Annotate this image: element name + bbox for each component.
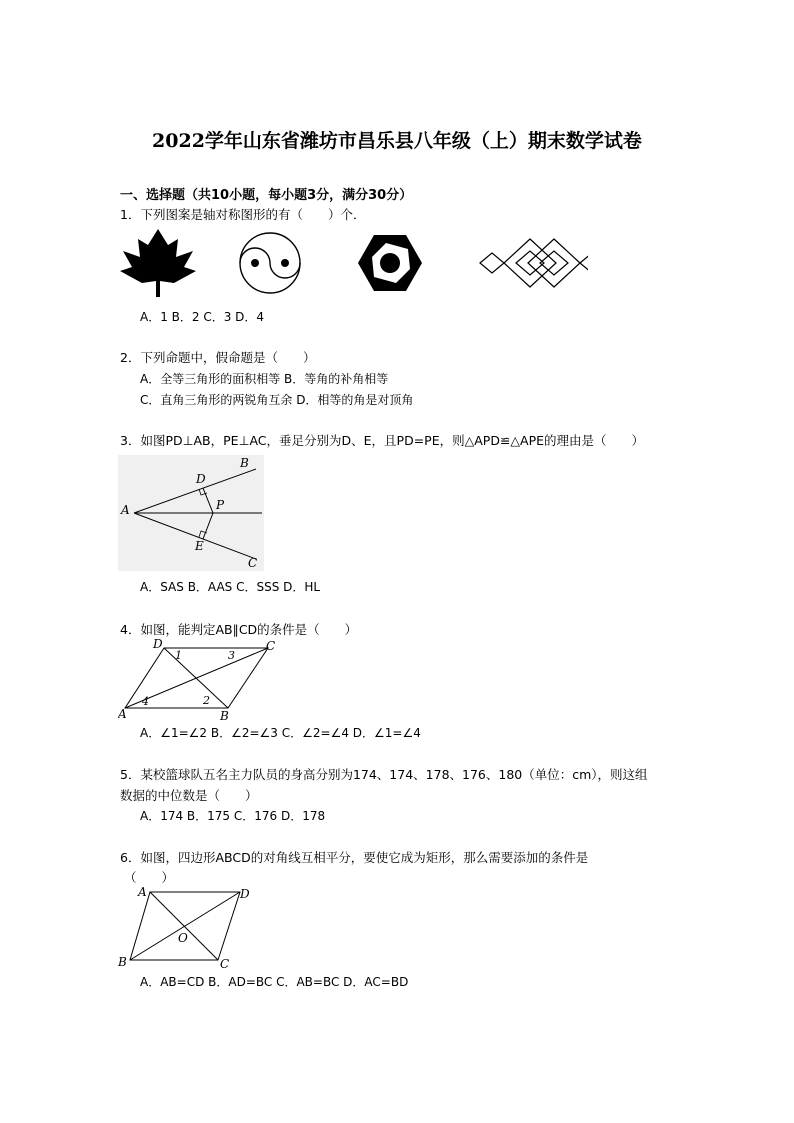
question-5-options: A．174 B．175 C．176 D．178 <box>140 809 326 823</box>
page-title: 2022学年山东省潍坊市昌乐县八年级（上）期末数学试卷 <box>152 130 642 152</box>
label-D: D <box>196 472 206 486</box>
question-3-figure <box>118 455 264 571</box>
label-B: B <box>118 955 127 969</box>
question-4-options: A．∠1=∠2 B．∠2=∠3 C．∠2=∠4 D．∠1=∠4 <box>140 726 421 740</box>
question-1-options: A．1 B．2 C．3 D．4 <box>140 310 265 324</box>
question-6-stem-line2: （ ） <box>124 870 175 885</box>
label-D: D <box>240 887 250 901</box>
label-A: A <box>138 885 147 899</box>
yin-yang-icon <box>240 233 300 293</box>
label-E: E <box>195 539 204 553</box>
question-4-figure <box>118 638 282 722</box>
label-P: P <box>216 498 225 512</box>
diamond-knot-icon <box>480 239 588 287</box>
question-4-stem: 4．如图，能判定AB∥CD的条件是（ ） <box>120 622 358 637</box>
label-A: A <box>121 503 130 517</box>
angle-2-label: 2 <box>203 694 210 707</box>
label-B: B <box>220 709 229 722</box>
question-6-figure <box>118 884 258 972</box>
angle-4-label: 4 <box>142 695 149 708</box>
question-1-stem: 1．下列图案是轴对称图形的有（ ）个． <box>120 207 366 222</box>
question-1-figures <box>118 225 588 300</box>
question-6-options: A．AB=CD B．AD=BC C．AB=BC D．AC=BD <box>140 975 409 989</box>
label-C: C <box>266 639 276 653</box>
question-5-stem-line2: 数据的中位数是（ ） <box>120 788 258 803</box>
maple-leaf-icon <box>120 229 196 297</box>
hexagon-pattern-icon <box>358 235 422 291</box>
label-A: A <box>118 707 127 721</box>
label-B: B <box>240 456 249 470</box>
label-O: O <box>178 931 188 945</box>
question-2-options-line2: C．直角三角形的两锐角互余 D．相等的角是对顶角 <box>140 393 414 407</box>
label-D: D <box>153 638 163 651</box>
angle-3-label: 3 <box>228 649 235 662</box>
section-heading: 一、选择题（共10小题，每小题3分，满分30分） <box>120 188 413 203</box>
angle-1-label: 1 <box>175 649 182 662</box>
question-5-stem-line1: 5．某校篮球队五名主力队员的身高分别为174、174、178、176、180（单位：cm），则这组 <box>120 767 648 782</box>
question-2-options-line1: A．全等三角形的面积相等 B．等角的补角相等 <box>140 372 389 386</box>
label-C: C <box>248 556 258 570</box>
question-6-stem-line1: 6．如图，四边形ABCD的对角线互相平分，要使它成为矩形，那么需要添加的条件是 <box>120 850 589 865</box>
question-2-stem: 2．下列命题中，假命题是（ ） <box>120 350 316 365</box>
question-3-options: A．SAS B．AAS C．SSS D．HL <box>140 580 321 594</box>
label-C: C <box>220 957 230 971</box>
question-3-stem: 3．如图PD⊥AB，PE⊥AC，垂足分别为D、E，且PD=PE，则△APD≌△APE的理由是（ ） <box>120 433 645 448</box>
